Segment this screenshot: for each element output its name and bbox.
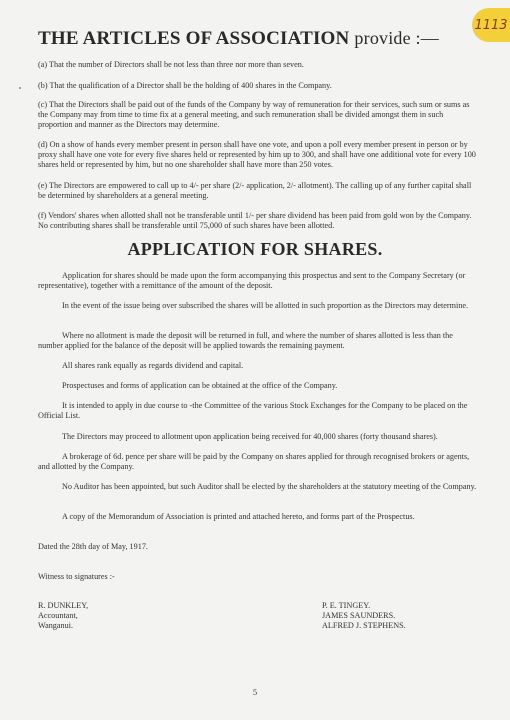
article-a: (a) That the number of Directors shall be not less than three nor more than seven. xyxy=(38,60,304,69)
witness-role: Accountant, xyxy=(38,611,78,620)
application-paragraph: In the event of the issue being over subscribed the shares will be allotted in such proportion as the Directors may determine. xyxy=(62,301,469,310)
witness-line: Witness to signatures :- xyxy=(38,572,115,581)
witness-signature xyxy=(38,601,88,631)
page-number: 5 xyxy=(252,687,258,697)
article-c: (c) That the Directors shall be paid out of the funds of the Company by way of remuneration for their services, such sum or sums as the Company may from time to time fix at a general meeting, and such remuneration shall be divided amongst them in such proportion and manner as the Directors may determine. xyxy=(38,100,470,129)
application-paragraph: All shares rank equally as regards dividend and capital. xyxy=(62,361,244,370)
witness-name: R. DUNKLEY, xyxy=(38,601,89,610)
application-paragraph: Prospectuses and forms of application can be obtained at the office of the Company. xyxy=(62,381,338,390)
application-heading: APPLICATION FOR SHARES. xyxy=(127,239,383,259)
application-paragraph: No Auditor has been appointed, but such Auditor shall be elected by the shareholders at the statutory meeting of the Company. xyxy=(62,482,477,491)
articles-title xyxy=(38,28,439,50)
signatory-name: P. E. TINGEY. xyxy=(322,601,371,610)
dated-line: Dated the 28th day of May, 1917. xyxy=(38,542,148,551)
signatory-name: ALFRED J. STEPHENS. xyxy=(322,621,406,630)
application-paragraph: The Directors may proceed to allotment upon application being received for 40,000 shares (forty thousand shares). xyxy=(62,432,438,441)
application-paragraph: A copy of the Memorandum of Association is printed and attached hereto, and forms part of the Prospectus. xyxy=(62,512,415,521)
article-d: (d) On a show of hands every member present in person shall have one vote, and upon a poll every member present in person or by proxy shall have one vote for every five shares held or represented by him up to 300, and shall have one additional vote for every 100 shares held or represented by him, but no one shareholder shall have more than 250 votes. xyxy=(38,140,476,169)
article-e: (e) The Directors are empowered to call up to 4/- per share (2/- application, 2/- allotment). The calling up of any further capital shall be determined by shareholders at a general meeting. xyxy=(38,181,472,200)
page-reference-number: 1113 xyxy=(474,17,508,33)
article-b: (b) That the qualification of a Director shall be the holding of 400 shares in the Company. xyxy=(38,81,332,90)
margin-mark xyxy=(19,87,21,89)
witness-place: Wanganui. xyxy=(38,621,74,630)
signatory-name: JAMES SAUNDERS. xyxy=(322,611,396,620)
articles-title-rest: provide :— xyxy=(354,28,439,48)
articles-title-bold: THE ARTICLES OF ASSOCIATION xyxy=(38,28,350,49)
signatories-block xyxy=(322,601,406,631)
application-paragraph: A brokerage of 6d. pence per share will be paid by the Company on shares applied for through recognised brokers or agents, and allotted by the Company. xyxy=(38,452,470,471)
article-f: (f) Vendors' shares when allotted shall not be transferable until 1/- per share dividend has been paid from gold won by the Company. No contributing shares shall be transferable until 75,000 of such shares have been allotted. xyxy=(38,211,472,230)
application-paragraph: Where no allotment is made the deposit will be returned in full, and where the number of shares allotted is less than the number applied for the balance of the deposit will be applied towards the remaining payment. xyxy=(38,331,453,350)
page-reference-sticker xyxy=(472,8,510,42)
application-paragraph: It is intended to apply in due course to -the Committee of the various Stock Exchanges for the Company to be placed on the Official List. xyxy=(38,401,468,420)
application-paragraph: Application for shares should be made upon the form accompanying this prospectus and sent to the Company Secretary (or representative), together with a remittance of the amount of the deposit. xyxy=(38,271,466,290)
